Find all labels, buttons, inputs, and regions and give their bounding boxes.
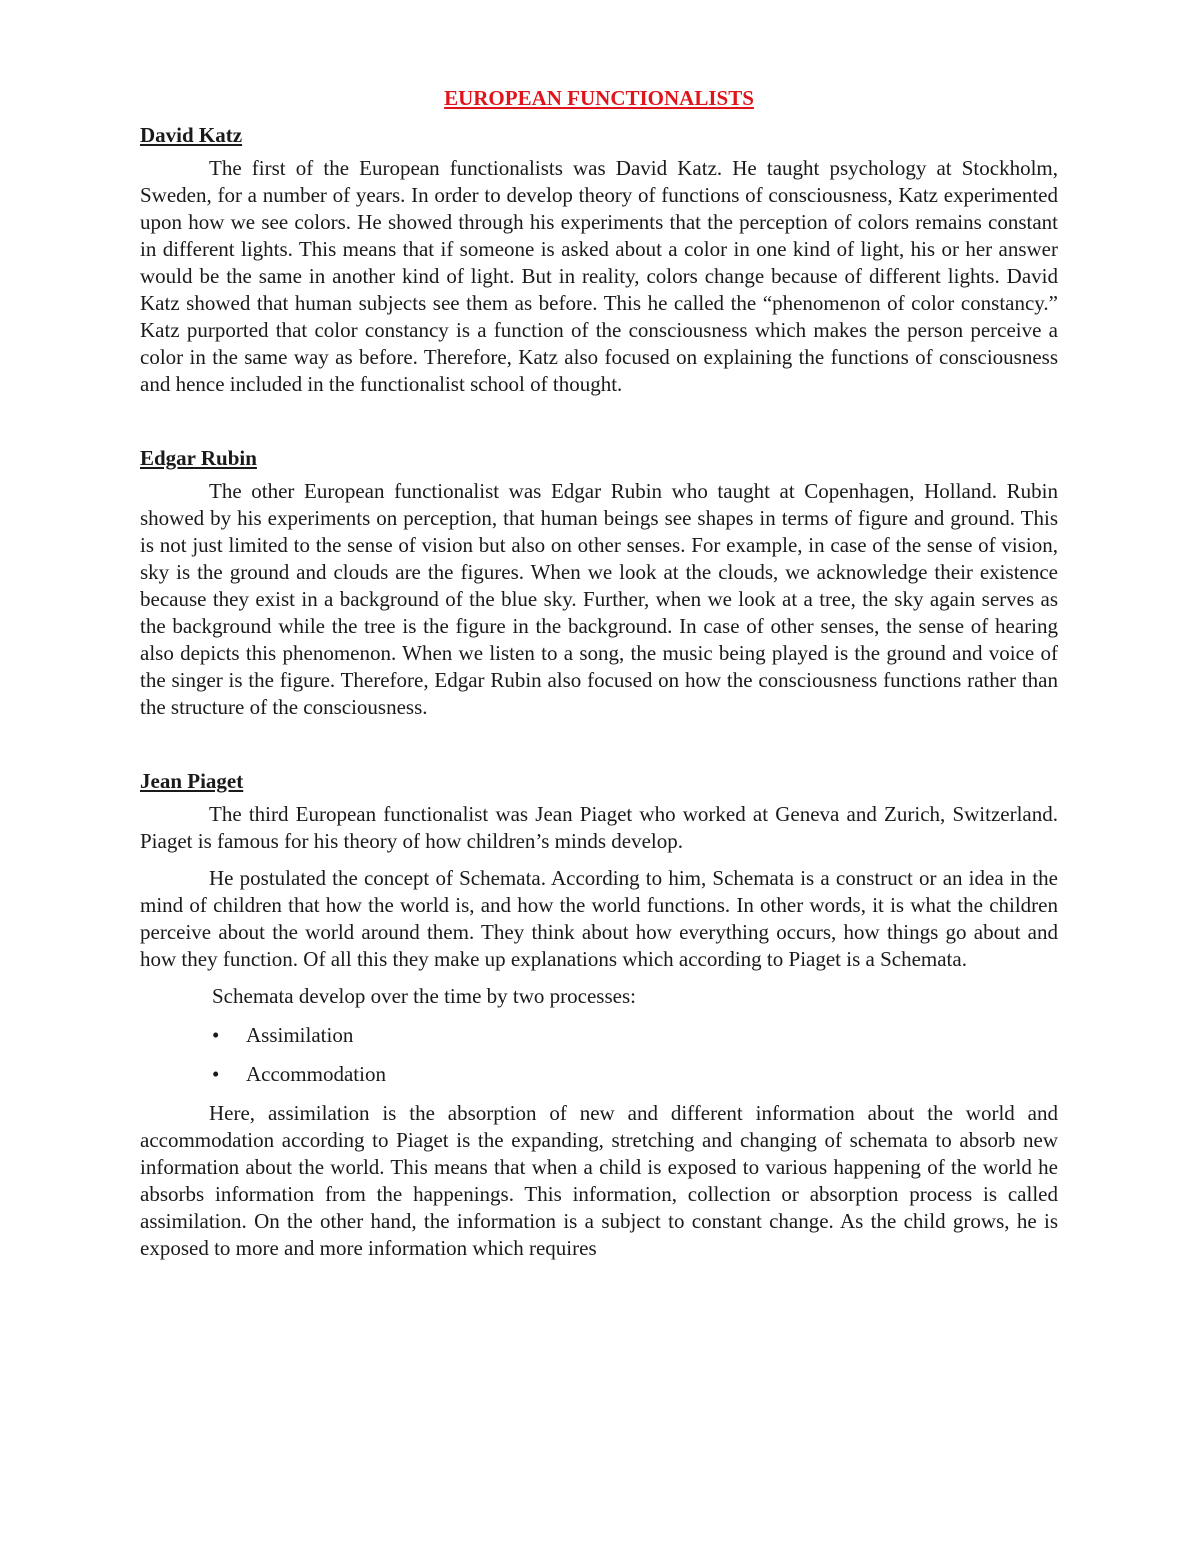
- list-item-assimilation: [212, 1022, 1058, 1049]
- section-spacer: [140, 398, 1058, 444]
- section-heading-edgar-rubin: Edgar Rubin: [140, 446, 257, 470]
- document-page: [140, 84, 1058, 1262]
- paragraph-piaget-schemata: He postulated the concept of Schemata. According to him, Schemata is a construct or an idea in the mind of children that how the world is, and how the world functions. In other words, it is what the children perceive about the world around them. They think about how everything occurs, how things go about and how they function. Of all this they make up explanations which according to Piaget is a Schemata.: [140, 866, 1058, 971]
- paragraph-piaget-intro: The third European functionalist was Jean Piaget who worked at Geneva and Zurich, Switzerland. Piaget is famous for his theory of how children’s minds develop.: [140, 802, 1058, 853]
- paragraph-katz: The first of the European functionalists was David Katz. He taught psychology at Stockholm, Sweden, for a number of years. In order to develop theory of functions of consciousness, Katz experimented upon how we see colors. He showed through his experiments that the perception of colors remains constant in different lights. This means that if someone is asked about a color in one kind of light, his or her answer would be the same in another kind of light. But in reality, colors change because of different lights. David Katz showed that human subjects see them as before. This he called the “phenomenon of color constancy.” Katz purported that color constancy is a function of the consciousness which makes the person perceive a color in the same way as before. Therefore, Katz also focused on explaining the functions of consciousness and hence included in the functionalist school of thought.: [140, 156, 1058, 396]
- section-edgar-rubin: [140, 444, 1058, 721]
- section-jean-piaget: [140, 767, 1058, 1262]
- processes-list: [140, 1022, 1058, 1088]
- processes-intro: Schemata develop over the time by two processes:: [212, 984, 636, 1008]
- bullet-icon: •: [212, 1023, 220, 1047]
- list-item-label: Assimilation: [246, 1023, 354, 1047]
- document-title: EUROPEAN FUNCTIONALISTS: [444, 86, 754, 110]
- section-spacer: [140, 721, 1058, 767]
- bullet-icon: •: [212, 1062, 220, 1086]
- list-item-accommodation: [212, 1061, 1058, 1088]
- section-heading-jean-piaget: Jean Piaget: [140, 769, 244, 793]
- paragraph-piaget-assimilation: Here, assimilation is the absorption of new and different information about the world and accommodation according to Piaget is the expanding, stretching and changing of schemata to absorb new information about the world. This means that when a child is exposed to various happening of the world he absorbs information from the happenings. This information, collection or absorption process is called assimilation. On the other hand, the information is a subject to constant change. As the child grows, he is exposed to more and more information which requires: [140, 1101, 1058, 1260]
- list-item-label: Accommodation: [246, 1062, 386, 1086]
- section-heading-david-katz: David Katz: [140, 123, 243, 147]
- section-david-katz: [140, 121, 1058, 398]
- paragraph-rubin: The other European functionalist was Edgar Rubin who taught at Copenhagen, Holland. Rubin showed by his experiments on perception, that human beings see shapes in terms of figure and ground. This is not just limited to the sense of vision but also on other senses. For example, in case of the sense of vision, sky is the ground and clouds are the figures. When we look at the clouds, we acknowledge their existence because they exist in a background of the blue sky. Further, when we look at a tree, the sky again serves as the background while the tree is the figure in the background. In case of other senses, the sense of hearing also depicts this phenomenon. When we listen to a song, the music being played is the ground and voice of the singer is the figure. Therefore, Edgar Rubin also focused on how the consciousness functions rather than the structure of the consciousness.: [140, 479, 1058, 719]
